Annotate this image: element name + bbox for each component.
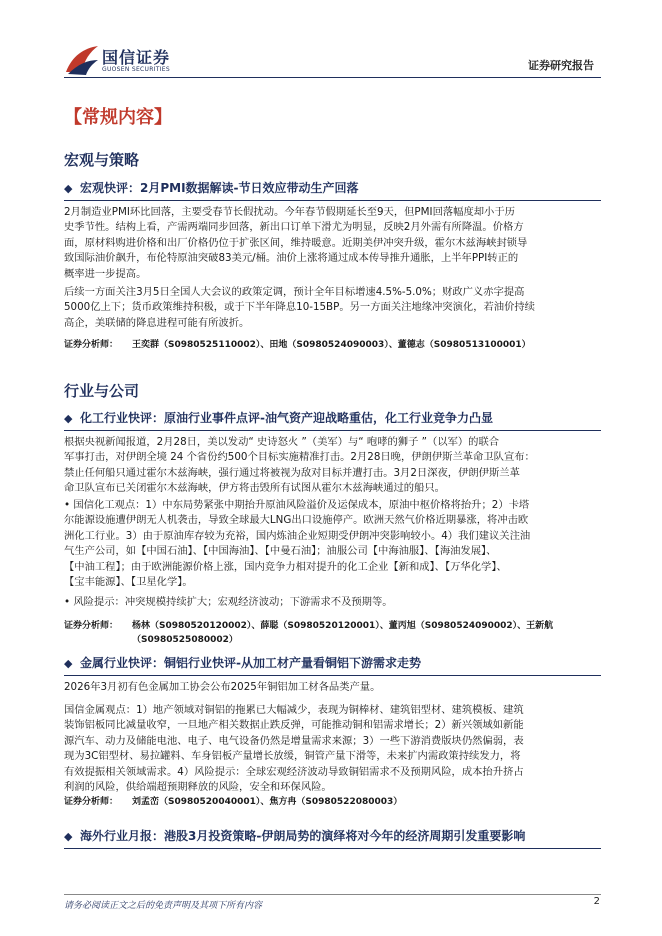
text-line: 2026年3月初有色金属加工协会公布2025年铜铝加工材各品类产量。 <box>64 681 381 693</box>
text-line: 后续一方面关注3月5日全国人大会议的政策定调，预计全年目标增速4.5%-5.0%；财政广义赤字提高 <box>64 286 525 298</box>
chem-article-title[interactable] <box>64 410 601 427</box>
text-line: 2月制造业PMI环比回落，主要受春节长假扰动。今年春节假期延长至9天，但PMI回落幅度却小于历 <box>64 206 515 218</box>
overseas-article-title[interactable] <box>64 828 601 845</box>
macro-article-title[interactable] <box>64 180 601 197</box>
text-line: 洲化工行业。3）由于原油库存较为充裕，国内炼油企业短期受伊朗冲突影响较小。4）我们建议关注油 <box>64 529 531 542</box>
report-type-label: 证券研究报告 <box>528 59 594 72</box>
title-underline <box>64 200 601 201</box>
text-line: 概率进一步提高。 <box>64 267 147 280</box>
chem-analysts <box>64 619 601 647</box>
analyst-names: 刘孟峦（S0980520040001）、焦方冉（S0980522080003） <box>132 797 403 807</box>
metal-article-title-text: 金属行业快评：铜铝行业快评-从加工材产量看铜铝下游需求走势 <box>80 656 421 670</box>
metal-analysts <box>64 795 601 809</box>
text-line: 气生产公司，如【中国石油】、【中国海油】、【中曼石油】；油服公司【中海油服】、【海油发展】、 <box>64 545 497 558</box>
overseas-article-title-text: 海外行业月报：港股3月投资策略-伊朗局势的演绎将对今年的经济周期引发重要影响 <box>80 829 526 843</box>
text-line: 5000亿上下；货币政策维持积极，或于下半年降息10-15BP。另一方面关注地缘冲突演化，若油价持续 <box>64 301 535 314</box>
macro-analysts <box>64 338 601 352</box>
text-line: 史季节性。结构上看，产需两端同步回落，新出口订单下滑尤为明显，反映2月外需有所降温。价格方 <box>64 221 524 234</box>
text-line: • 国信化工观点：1）中东局势紧张中期抬升原油风险溢价及运保成本，原油中枢价格将抬升；2）卡塔 <box>64 499 530 511</box>
text-line: 禁止任何船只通过霍尔木兹海峡，强行通过将被视为敌对目标并遭打击。3月2日深夜，伊朗伊斯兰革 <box>64 466 520 479</box>
chem-paragraph-2 <box>64 498 601 590</box>
analyst-names: 王奕群（S0980525110002）、田地（S0980524090003）、董德志（S0980513100001） <box>132 340 531 350</box>
macro-paragraph-2 <box>64 285 601 331</box>
text-line: 国信金属观点：1）地产领域对铜铝的拖累已大幅减少，表现为铜棒材、建筑铝型材、建筑模板、建筑 <box>64 704 524 716</box>
chem-paragraph-3 <box>64 595 601 610</box>
metal-article-title[interactable] <box>64 655 601 672</box>
analyst-label: 证券分析师： <box>64 621 119 631</box>
logo-chinese-name: 国信证券 <box>102 48 171 67</box>
text-line: 致国际油价飙升，布伦特原油突破83美元/桶。油价上涨将通过成本传导推升通胀，上半年PPI转正的 <box>64 252 519 265</box>
guosen-logo <box>64 42 204 82</box>
diamond-bullet-icon: ◆ <box>64 830 73 843</box>
text-line: 装饰铝板同比减量收窄，一旦地产相关数据止跌反弹，可能推动铜和铝需求增长；2）新兴领域如新能 <box>64 719 524 732</box>
disclaimer-note: 请务必阅读正文之后的免责声明及其项下所有内容 <box>64 901 263 911</box>
text-line: 根据央视新闻报道，2月28日，美以发动“ 史诗怒火 ”（美军）与“ 咆哮的狮子 ”（以军）的联合 <box>64 436 500 448</box>
diamond-bullet-icon: ◆ <box>64 657 73 670</box>
text-line: 【宝丰能源】、【卫星化学】。 <box>64 576 193 589</box>
title-underline <box>64 848 601 849</box>
analyst-names-continued: （S0980525080002） <box>132 635 238 645</box>
diamond-bullet-icon: ◆ <box>64 412 73 425</box>
text-line: 【中油工程】；由于欧洲能源价格上涨，国内竞争力相对提升的化工企业【新和成】、【万华化学】、 <box>64 560 507 573</box>
industry-category-title: 行业与公司 <box>64 382 140 400</box>
page-number: 2 <box>593 896 600 907</box>
macro-category-title: 宏观与策略 <box>64 151 140 169</box>
text-line: 利润的风险，供给端超预期释放的风险，安全和环保风险。 <box>64 781 332 794</box>
macro-article-title-block <box>64 180 601 201</box>
text-line: 源汽车、动力及储能电池、电子、电气设备仍然是增量需求来源；3）一些下游消费版块仍然偏弱，表 <box>64 734 524 747</box>
title-underline <box>64 430 601 431</box>
title-underline <box>64 675 601 676</box>
diamond-bullet-icon: ◆ <box>64 182 73 195</box>
text-line: 现为3C铝型材、易拉罐料、车身铝板产量增长放缓，铜管产量下滑等，未来扩内需政策持续发力，将 <box>64 750 521 763</box>
section-title: 【常规内容】 <box>64 107 172 128</box>
chem-paragraph-1 <box>64 435 601 497</box>
text-line: 面，原材料购进价格和出厂价格仍位于扩张区间，维持暖意。近期美伊冲突升级，霍尔木兹海峡封锁导 <box>64 236 528 249</box>
macro-paragraph-1 <box>64 205 601 282</box>
header-divider <box>64 77 601 78</box>
text-line: 军事打击，对伊朗全境 24 个省份约500个目标实施精准打击。2月28日晚，伊朗伊斯兰革命卫队宣布： <box>64 451 535 464</box>
metal-paragraph-2 <box>64 703 601 795</box>
text-line: 命卫队宣布已关闭霍尔木兹海峡，伊方将击毁所有试图从霍尔木兹海峡通过的船只。 <box>64 482 445 495</box>
text-line: 高企，美联储的降息进程可能有所波折。 <box>64 316 250 329</box>
overseas-article-title-block <box>64 828 601 849</box>
analyst-label: 证券分析师： <box>64 797 119 807</box>
macro-article-title-text: 宏观快评：2月PMI数据解读-节日效应带动生产回落 <box>80 181 359 195</box>
logo-english-name: GUOSEN SECURITIES <box>102 66 171 73</box>
analyst-label: 证券分析师： <box>64 340 119 350</box>
guosen-logo-mark-icon <box>64 42 100 78</box>
analyst-names: 杨林（S0980520120002）、薛聪（S0980520120001）、董丙旭（S0980524090002）、王新航 <box>132 621 554 631</box>
text-line: 有效提振相关领域需求。4）风险提示：全球宏观经济波动导致铜铝需求不及预期风险，成本抬升挤占 <box>64 765 524 778</box>
footer-divider <box>64 894 601 895</box>
text-line: 尔能源设施遭伊朗无人机袭击，导致全球最大LNG出口设施停产。欧洲天然气价格近期暴涨，将冲击欧 <box>64 514 529 527</box>
chem-article-title-text: 化工行业快评：原油行业事件点评-油气资产迎战略重估，化工行业竞争力凸显 <box>80 411 493 425</box>
metal-paragraph-1 <box>64 680 601 695</box>
chem-article-title-block <box>64 410 601 431</box>
metal-article-title-block <box>64 655 601 676</box>
text-line: • 风险提示：冲突规模持续扩大；宏观经济波动；下游需求不及预期等。 <box>64 596 393 608</box>
